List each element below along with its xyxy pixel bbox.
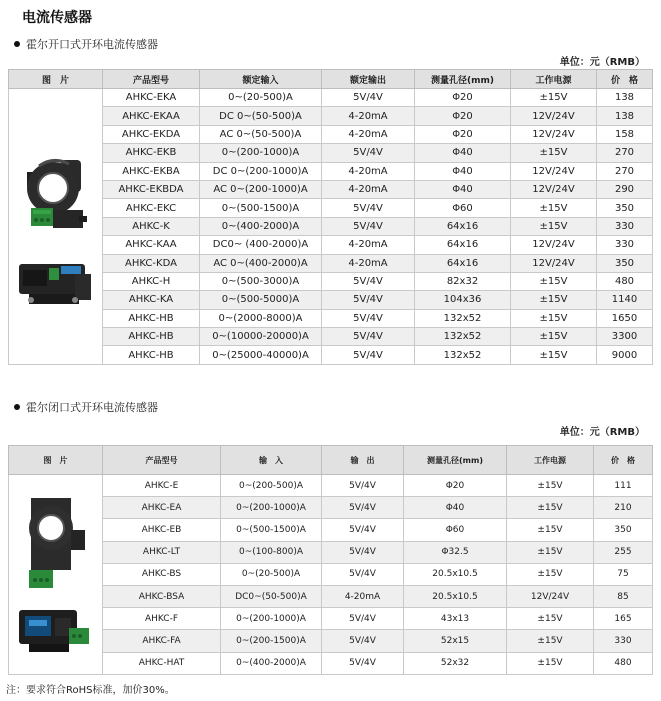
cell-power: 12V/24V — [507, 585, 594, 607]
cell-price: 9000 — [597, 346, 653, 364]
cell-input: DC0~ (400-2000)A — [200, 236, 322, 254]
cell-price: 75 — [594, 563, 653, 585]
rect-sensor-image — [19, 264, 91, 304]
table-row — [9, 144, 653, 162]
cell-input: 0~(500-1500)A — [200, 199, 322, 217]
cell-aperture: 132x52 — [415, 328, 511, 346]
table-row — [9, 563, 653, 585]
col-header-model: 产品型号 — [103, 446, 221, 475]
cell-input: 0~(500-3000)A — [200, 272, 322, 290]
cell-power: ±15V — [507, 630, 594, 652]
cell-power: ±15V — [511, 309, 597, 327]
cell-price: 330 — [594, 630, 653, 652]
cell-input: 0~(500-1500)A — [221, 519, 322, 541]
cell-power: ±15V — [511, 346, 597, 364]
table-row — [9, 309, 653, 327]
section2-unit-note: 单位：元（RMB） — [559, 427, 645, 438]
section2-heading-text: 霍尔闭口式开环电流传感器 — [26, 401, 158, 414]
cell-aperture: 64x16 — [415, 217, 511, 235]
open-loop-sensor-table — [8, 69, 653, 365]
col-header-input: 额定输入 — [200, 70, 322, 89]
table-row — [9, 125, 653, 143]
cell-output: 4-20mA — [322, 236, 415, 254]
col-header-model: 产品型号 — [103, 70, 200, 89]
cell-power: ±15V — [511, 199, 597, 217]
cell-aperture: 82x32 — [415, 272, 511, 290]
cell-input: 0~(20-500)A — [221, 563, 322, 585]
cell-aperture: Φ20 — [404, 475, 507, 497]
cell-model: AHKC-KDA — [103, 254, 200, 272]
cell-input: 0~(400-2000)A — [200, 217, 322, 235]
cell-output: 5V/4V — [322, 563, 404, 585]
cell-power: ±15V — [511, 328, 597, 346]
cell-output: 5V/4V — [322, 309, 415, 327]
cell-output: 5V/4V — [322, 217, 415, 235]
cell-model: AHKC-K — [103, 217, 200, 235]
cell-model: AHKC-BSA — [103, 585, 221, 607]
cell-input: 0~(20-500)A — [200, 89, 322, 107]
cell-model: AHKC-EKBDA — [103, 180, 200, 198]
cell-output: 5V/4V — [322, 144, 415, 162]
table-row — [9, 497, 653, 519]
table-row — [9, 107, 653, 125]
col-header-output: 输 出 — [322, 446, 404, 475]
table-row — [9, 162, 653, 180]
closed-loop-sensor-photos — [9, 478, 103, 671]
cell-price: 210 — [594, 497, 653, 519]
col-header-input: 输 入 — [221, 446, 322, 475]
cell-model: AHKC-EKBA — [103, 162, 200, 180]
cell-output: 5V/4V — [322, 541, 404, 563]
cell-output: 5V/4V — [322, 89, 415, 107]
table-row — [9, 254, 653, 272]
table-row — [9, 630, 653, 652]
ring-sensor-image — [29, 498, 85, 588]
table-header-row — [9, 70, 653, 89]
cell-power: ±15V — [507, 519, 594, 541]
col-header-output: 额定输出 — [322, 70, 415, 89]
cell-input: 0~(500-5000)A — [200, 291, 322, 309]
cell-aperture: 104x36 — [415, 291, 511, 309]
col-header-price: 价 格 — [594, 446, 653, 475]
cell-model: AHKC-F — [103, 608, 221, 630]
cell-aperture: Φ20 — [415, 107, 511, 125]
cell-output: 5V/4V — [322, 475, 404, 497]
section1-heading-text: 霍尔开口式开环电流传感器 — [26, 38, 158, 51]
cell-output: 5V/4V — [322, 519, 404, 541]
cell-price: 270 — [597, 162, 653, 180]
cell-price: 480 — [597, 272, 653, 290]
cell-input: 0~(10000-20000)A — [200, 328, 322, 346]
cell-input: 0~(200-1000)A — [200, 144, 322, 162]
table-header-row — [9, 446, 653, 475]
cell-model: AHKC-BS — [103, 563, 221, 585]
cell-power: 12V/24V — [511, 236, 597, 254]
cell-model: AHKC-LT — [103, 541, 221, 563]
cell-model: AHKC-EKAA — [103, 107, 200, 125]
bullet-icon — [14, 404, 20, 410]
open-loop-sensor-photos — [9, 130, 103, 323]
cell-power: 12V/24V — [511, 180, 597, 198]
table-row — [9, 519, 653, 541]
cell-output: 5V/4V — [322, 652, 404, 674]
cell-power: ±15V — [507, 563, 594, 585]
cell-power: ±15V — [511, 217, 597, 235]
cell-power: 12V/24V — [511, 125, 597, 143]
cell-output: 5V/4V — [322, 608, 404, 630]
cell-aperture: Φ40 — [404, 497, 507, 519]
cell-aperture: 20.5x10.5 — [404, 563, 507, 585]
product-photo-cell — [9, 475, 103, 675]
cell-model: AHKC-EKA — [103, 89, 200, 107]
cell-power: ±15V — [507, 652, 594, 674]
cell-model: AHKC-H — [103, 272, 200, 290]
col-header-power: 工作电源 — [511, 70, 597, 89]
cell-price: 158 — [597, 125, 653, 143]
cell-price: 350 — [597, 254, 653, 272]
cell-output: 4-20mA — [322, 254, 415, 272]
col-header-aperture: 测量孔径(mm) — [404, 446, 507, 475]
cell-input: 0~(400-2000)A — [221, 652, 322, 674]
cell-output: 4-20mA — [322, 585, 404, 607]
cell-aperture: Φ60 — [415, 199, 511, 217]
cell-model: AHKC-KA — [103, 291, 200, 309]
cell-output: 5V/4V — [322, 328, 415, 346]
cell-aperture: 52x15 — [404, 630, 507, 652]
cell-output: 5V/4V — [322, 272, 415, 290]
cell-model: AHKC-FA — [103, 630, 221, 652]
cell-input: 0~(200-500)A — [221, 475, 322, 497]
cell-power: ±15V — [507, 541, 594, 563]
cell-aperture: 43x13 — [404, 608, 507, 630]
cell-model: AHKC-HAT — [103, 652, 221, 674]
cell-price: 330 — [597, 217, 653, 235]
footnote: 注：要求符合RoHS标准，加价30%。 — [6, 685, 175, 696]
cell-price: 255 — [594, 541, 653, 563]
cell-price: 330 — [597, 236, 653, 254]
cell-price: 290 — [597, 180, 653, 198]
col-header-photo: 图 片 — [9, 446, 103, 475]
cell-power: ±15V — [511, 291, 597, 309]
table-row — [9, 652, 653, 674]
cell-input: DC0~(50-500)A — [221, 585, 322, 607]
cell-power: ±15V — [511, 89, 597, 107]
cell-output: 5V/4V — [322, 497, 404, 519]
cell-output: 5V/4V — [322, 291, 415, 309]
cell-price: 165 — [594, 608, 653, 630]
cell-aperture: 20.5x10.5 — [404, 585, 507, 607]
cell-model: AHKC-EKDA — [103, 125, 200, 143]
cell-model: AHKC-EB — [103, 519, 221, 541]
cell-aperture: 132x52 — [415, 346, 511, 364]
cell-input: DC 0~(200-1000)A — [200, 162, 322, 180]
table-row — [9, 272, 653, 290]
table-row — [9, 199, 653, 217]
cell-model: AHKC-HB — [103, 328, 200, 346]
table-row — [9, 217, 653, 235]
cell-price: 85 — [594, 585, 653, 607]
cell-input: 0~(2000-8000)A — [200, 309, 322, 327]
table-row — [9, 89, 653, 107]
cell-power: ±15V — [507, 608, 594, 630]
cell-input: 0~(200-1500)A — [221, 630, 322, 652]
cell-input: DC 0~(50-500)A — [200, 107, 322, 125]
cell-output: 5V/4V — [322, 630, 404, 652]
cell-model: AHKC-EKB — [103, 144, 200, 162]
col-header-aperture: 测量孔径(mm) — [415, 70, 511, 89]
cell-model: AHKC-KAA — [103, 236, 200, 254]
cell-price: 1650 — [597, 309, 653, 327]
cell-input: 0~(100-800)A — [221, 541, 322, 563]
cell-aperture: 64x16 — [415, 254, 511, 272]
cell-output: 4-20mA — [322, 107, 415, 125]
cell-price: 480 — [594, 652, 653, 674]
col-header-power: 工作电源 — [507, 446, 594, 475]
cell-aperture: 64x16 — [415, 236, 511, 254]
cell-aperture: Φ40 — [415, 180, 511, 198]
cell-price: 1140 — [597, 291, 653, 309]
cell-price: 111 — [594, 475, 653, 497]
cell-model: AHKC-EA — [103, 497, 221, 519]
cell-price: 3300 — [597, 328, 653, 346]
cell-power: ±15V — [511, 272, 597, 290]
section2-heading — [14, 399, 158, 415]
table-row — [9, 608, 653, 630]
cell-price: 138 — [597, 89, 653, 107]
cell-aperture: Φ40 — [415, 162, 511, 180]
table-row — [9, 291, 653, 309]
cell-input: AC 0~(400-2000)A — [200, 254, 322, 272]
cell-power: 12V/24V — [511, 254, 597, 272]
cell-output: 5V/4V — [322, 199, 415, 217]
cell-price: 138 — [597, 107, 653, 125]
cell-aperture: Φ60 — [404, 519, 507, 541]
table-row — [9, 328, 653, 346]
table-row — [9, 236, 653, 254]
table-row — [9, 541, 653, 563]
cell-price: 270 — [597, 144, 653, 162]
table-row — [9, 346, 653, 364]
cell-output: 4-20mA — [322, 180, 415, 198]
open-loop-sensor-image — [9, 130, 103, 320]
cell-power: ±15V — [507, 497, 594, 519]
col-header-price: 价 格 — [597, 70, 653, 89]
cell-model: AHKC-HB — [103, 346, 200, 364]
cell-power: 12V/24V — [511, 107, 597, 125]
table-row — [9, 180, 653, 198]
cell-model: AHKC-EKC — [103, 199, 200, 217]
cell-model: AHKC-E — [103, 475, 221, 497]
ring-sensor-image — [27, 160, 87, 228]
cell-input: 0~(200-1000)A — [221, 608, 322, 630]
cell-model: AHKC-HB — [103, 309, 200, 327]
section1-unit-note: 单位：元（RMB） — [559, 57, 645, 68]
cell-power: ±15V — [507, 475, 594, 497]
cell-input: AC 0~(50-500)A — [200, 125, 322, 143]
cell-aperture: Φ20 — [415, 89, 511, 107]
cell-aperture: Φ40 — [415, 144, 511, 162]
section1-heading — [14, 36, 158, 52]
product-photo-cell — [9, 89, 103, 365]
cell-price: 350 — [597, 199, 653, 217]
rect-sensor-image — [19, 610, 89, 652]
closed-loop-sensor-image — [9, 478, 103, 668]
col-header-photo: 图 片 — [9, 70, 103, 89]
cell-output: 4-20mA — [322, 125, 415, 143]
cell-price: 350 — [594, 519, 653, 541]
page-title: 电流传感器 — [22, 10, 92, 26]
cell-power: 12V/24V — [511, 162, 597, 180]
cell-input: 0~(200-1000)A — [221, 497, 322, 519]
cell-input: AC 0~(200-1000)A — [200, 180, 322, 198]
cell-input: 0~(25000-40000)A — [200, 346, 322, 364]
cell-aperture: 132x52 — [415, 309, 511, 327]
cell-aperture: Φ32.5 — [404, 541, 507, 563]
cell-aperture: 52x32 — [404, 652, 507, 674]
cell-output: 5V/4V — [322, 346, 415, 364]
cell-output: 4-20mA — [322, 162, 415, 180]
table-row — [9, 475, 653, 497]
bullet-icon — [14, 41, 20, 47]
cell-aperture: Φ20 — [415, 125, 511, 143]
cell-power: ±15V — [511, 144, 597, 162]
table-row — [9, 585, 653, 607]
closed-loop-sensor-table — [8, 445, 653, 675]
